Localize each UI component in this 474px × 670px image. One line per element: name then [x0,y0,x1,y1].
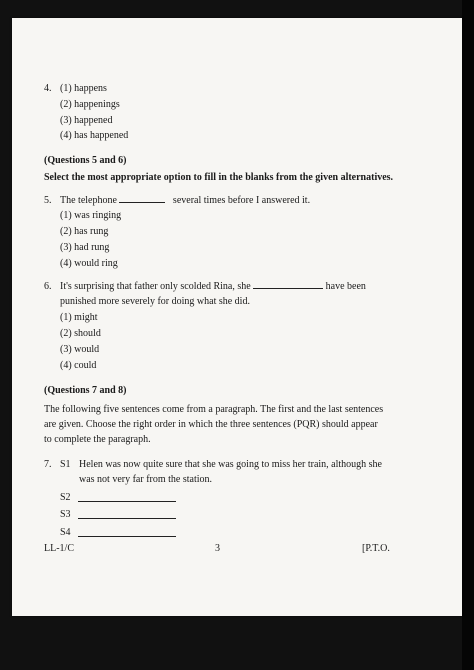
q6-stem-line1 [60,280,366,293]
q5-number: 5. [44,195,52,206]
q7-s1-label: S1 [60,459,71,470]
q4-option-4: (4) has happened [60,130,129,141]
footer-page-number: 3 [215,543,220,554]
exam-page [12,18,462,616]
section-para-line3: to complete the paragraph. [44,434,151,445]
q6-number: 6. [44,281,52,292]
q5-option-4: (4) would ring [60,258,118,269]
q7-s3-answer-line [78,518,176,519]
section-instruction-5-6: Select the most appropriate option to fill in the blanks from the given alternatives. [44,172,394,183]
q7-s4-answer-line [78,536,176,537]
q7-s4-label: S4 [60,527,71,538]
q6-option-2: (2) should [60,328,101,339]
q7-s2-answer-line [78,501,176,502]
q6-option-3: (3) would [60,344,100,355]
footer-code: LL-1/C [44,543,74,554]
q6-option-4: (4) could [60,360,97,371]
q4-number: 4. [44,83,52,94]
q5-blank [119,202,165,203]
section-para-line1: The following five sentences come from a paragraph. The first and the last sentences [44,404,384,415]
q4-option-2: (2) happenings [60,99,120,110]
section-para-line2: are given. Choose the right order in which the three sentences (PQR) should appear [44,419,378,430]
q5-option-3: (3) had rung [60,242,110,253]
q5-text-before: The telephone [60,195,117,206]
q6-text-before: It's surprising that father only scolded Rina, she [60,281,251,292]
q4-option-1: (1) happens [60,83,107,94]
q7-s3-label: S3 [60,509,71,520]
q7-s1-line1: Helen was now quite sure that she was going to miss her train, although she [79,459,382,470]
q6-blank [253,288,323,289]
section-heading-7-8: (Questions 7 and 8) [44,385,127,396]
q6-text-after: have been [325,281,366,292]
q6-option-1: (1) might [60,312,98,323]
q5-stem [60,194,310,207]
q7-s2-label: S2 [60,492,71,503]
q5-option-1: (1) was ringing [60,210,122,221]
q6-stem-line2: punished more severely for doing what she did. [60,296,250,307]
q5-text-after: several times before I answered it. [172,195,311,206]
q5-option-2: (2) has rung [60,226,109,237]
q7-s1-line2: was not very far from the station. [79,474,213,485]
q4-option-3: (3) happened [60,115,113,126]
q7-number: 7. [44,459,52,470]
section-heading-5-6: (Questions 5 and 6) [44,155,127,166]
scan-border [462,0,474,670]
footer-pto: [P.T.O. [362,543,390,554]
